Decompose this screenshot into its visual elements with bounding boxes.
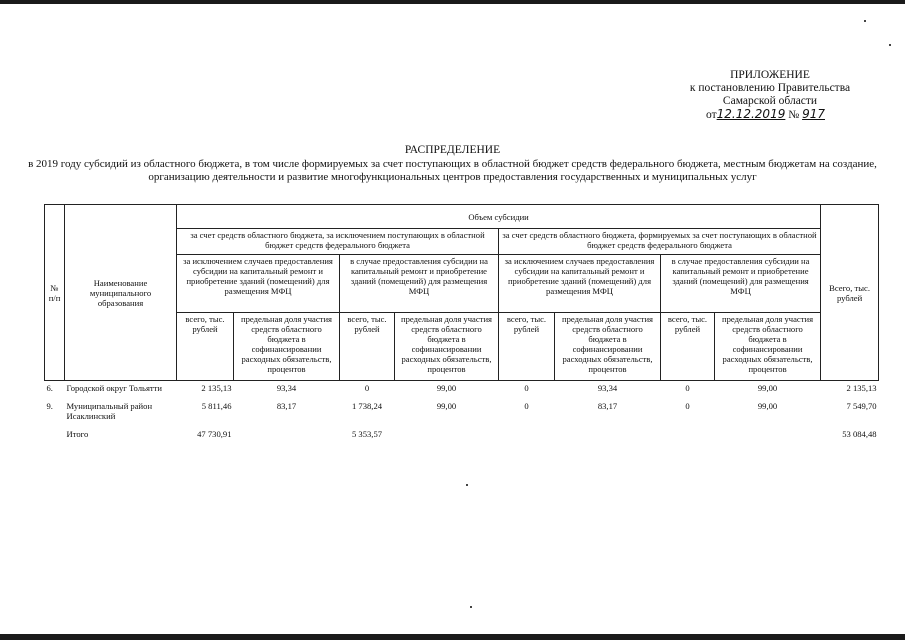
appendix-date-line: [680, 108, 860, 122]
itogo-grand-total: 53 084,48: [842, 429, 877, 439]
header-regional-excl: за исключением случаев предоставления субсидии на капитальный ремонт и приобретение зданий (помещений) для размещения МФЦ: [177, 255, 340, 313]
header-total-2: всего, тыс. рублей: [340, 313, 395, 381]
header-name: Наименование муниципального образования: [65, 205, 177, 381]
itogo-total-2: 5 353,57: [351, 429, 383, 439]
cell-total-4: 0: [685, 401, 690, 411]
row-no: 9.: [46, 401, 53, 411]
row-name: Муниципальный район Исаклинский: [66, 401, 153, 421]
appendix-from: от: [706, 109, 717, 121]
header-total-3: всего, тыс. рублей: [499, 313, 555, 381]
scan-speck: [466, 484, 468, 486]
header-no: № п/п: [45, 205, 65, 381]
cell-total-2: 0: [364, 383, 370, 393]
cell-share-3: 93,34: [597, 383, 618, 393]
cell-grand-total: 2 135,13: [846, 383, 877, 393]
scan-speck: [470, 606, 472, 608]
appendix-line3: Самарской области: [722, 95, 818, 107]
cell-total-2: 1 738,24: [351, 401, 383, 411]
document-title: РАСПРЕДЕЛЕНИЕ: [404, 144, 501, 156]
row-name: Городской округ Тольятти: [66, 383, 163, 393]
cell-share-4: 99,00: [757, 383, 778, 393]
scan-speck: [864, 20, 866, 22]
handwritten-date: 12.12.2019: [716, 107, 786, 121]
itogo-total-1: 47 730,91: [197, 429, 232, 439]
cell-share-3: 83,17: [597, 401, 618, 411]
itogo-row: [45, 427, 879, 445]
header-share-3: предельная доля участия средств областного бюджета в софинансировании расходных обязательств, процентов: [555, 313, 661, 381]
appendix-no-sign: №: [788, 109, 800, 121]
cell-total-1: 5 811,46: [201, 401, 232, 411]
table-row: [45, 399, 879, 427]
handwritten-number: 917: [802, 107, 825, 121]
scan-border-top: [0, 0, 905, 4]
cell-share-4: 99,00: [757, 401, 778, 411]
header-federal: за счет средств областного бюджета, формируемых за счет поступающих в областной бюджет средств федерального бюджета: [499, 229, 821, 255]
cell-share-2: 99,00: [436, 401, 457, 411]
header-regional-case: в случае предоставления субсидии на капитальный ремонт и приобретение зданий (помещений) для размещения МФЦ: [340, 255, 499, 313]
header-grand-total: Всего, тыс. рублей: [821, 205, 879, 381]
cell-total-4: 0: [685, 383, 690, 393]
header-share-4: предельная доля участия средств областного бюджета в софинансировании расходных обязательств, процентов: [715, 313, 821, 381]
appendix-header: [680, 69, 860, 122]
cell-share-2: 99,00: [436, 383, 457, 393]
cell-total-3: 0: [524, 401, 529, 411]
header-share-1: предельная доля участия средств областного бюджета в софинансировании расходных обязательств, процентов: [234, 313, 340, 381]
subsidy-table: [44, 204, 879, 445]
header-regional: за счет средств областного бюджета, за исключением поступающих в областной бюджет средств федерального бюджета: [177, 229, 499, 255]
itogo-label: Итого: [66, 429, 89, 439]
row-no: 6.: [46, 383, 53, 393]
cell-grand-total: 7 549,70: [846, 401, 877, 411]
scan-speck: [889, 44, 891, 46]
cell-share-1: 93,34: [276, 383, 297, 393]
appendix-line2: к постановлению Правительства: [689, 82, 851, 94]
header-federal-excl: за исключением случаев предоставления субсидии на капитальный ремонт и приобретение зданий (помещений) для размещения МФЦ: [499, 255, 661, 313]
table-row: [45, 381, 879, 400]
header-total-4: всего, тыс. рублей: [661, 313, 715, 381]
header-total-1: всего, тыс. рублей: [177, 313, 234, 381]
document-subtitle: в 2019 году субсидий из областного бюджета, в том числе формируемых за счет поступающих в областной бюджет средств федерального бюджета, местным бюджетам на создание, организацию деятельности и развитие многофункциональных центров предоставления государственных и муниципальных услуг: [28, 158, 877, 183]
scan-border-bottom: [0, 634, 905, 640]
header-volume: Объем субсидии: [177, 205, 821, 229]
appendix-title: ПРИЛОЖЕНИЕ: [730, 69, 810, 81]
cell-total-1: 2 135,13: [201, 383, 232, 393]
header-federal-case: в случае предоставления субсидии на капитальный ремонт и приобретение зданий (помещений) для размещения МФЦ: [661, 255, 821, 313]
cell-total-3: 0: [524, 383, 529, 393]
cell-share-1: 83,17: [276, 401, 297, 411]
header-share-2: предельная доля участия средств областного бюджета в софинансировании расходных обязательств, процентов: [395, 313, 499, 381]
